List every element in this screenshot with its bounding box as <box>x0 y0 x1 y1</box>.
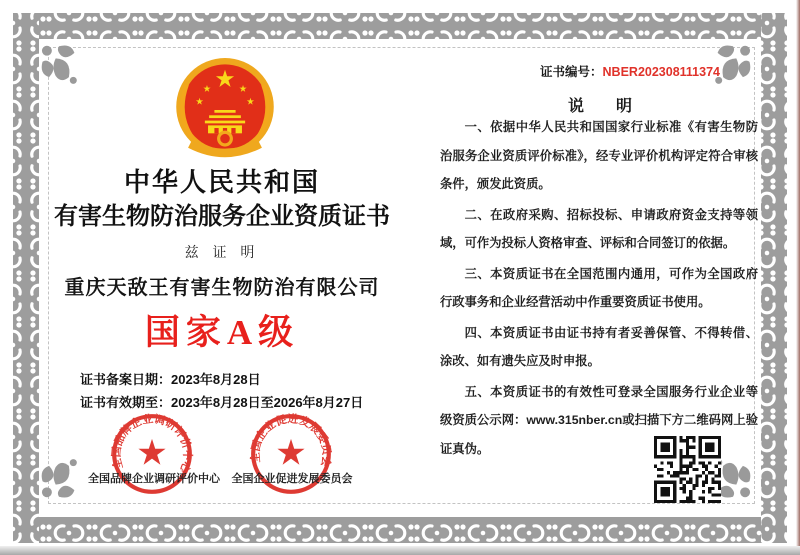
certify-label: 兹 证 明 <box>184 244 260 260</box>
country-title: 中华人民共和国 <box>123 167 320 197</box>
certificate-number-label: 证书编号： <box>540 65 603 79</box>
validity-value: 2023年8月28日至2026年8月27日 <box>171 394 364 410</box>
certificate-title: 有害生物防治服务企业资质证书 <box>54 203 390 230</box>
seal-caption: 全国企业促进发展委员会 <box>231 473 353 485</box>
validity-label: 证书有效期至： <box>80 394 172 410</box>
filing-date-line <box>80 369 363 392</box>
seal-ring-text: 全国企业促进发展委员会 <box>249 413 333 468</box>
star-icon <box>277 439 304 465</box>
china-national-emblem-icon <box>172 55 278 165</box>
date-block <box>80 369 363 414</box>
note-paragraph: 五、本资质证书的有效性可登录全国服务行业企业等级资质公示网：www.315nber.cn或扫描下方二维码网上验证真伪。 <box>440 384 758 456</box>
grade-badge: 国家A级 <box>144 313 300 352</box>
company-name: 重庆天敌王有害生物防治有限公司 <box>64 277 380 299</box>
certificate-number <box>540 62 720 80</box>
verification-qr-code <box>654 436 721 503</box>
certificate-number-value: NBER202308111374 <box>602 65 720 79</box>
note-paragraph: 一、依据中华人民共和国国家行业标准《有害生物防治服务企业资质评价标准》，经专业评价机构评定符合审核条件，颁发此资质。 <box>440 120 758 191</box>
corner-flourish-icon <box>37 43 81 87</box>
corner-flourish-icon <box>37 456 81 500</box>
note-paragraph: 二、在政府采购、招标投标、申请政府资金支持等领域，可作为投标人资格审查、评标和合同签订的依据。 <box>440 207 758 250</box>
filing-date-value: 2023年8月28日 <box>171 372 261 387</box>
star-icon <box>138 439 165 465</box>
filing-date-label: 证书备案日期： <box>80 372 172 387</box>
photo-edge-right <box>796 0 800 555</box>
note-paragraph: 三、本资质证书在全国范围内通用，可作为全国政府行政事务和企业经营活动中作重要资质证书使用。 <box>440 266 758 309</box>
seal-ring-text: 全国品牌企业调研评价中心 <box>110 413 194 475</box>
seal-caption: 全国品牌企业调研评价中心 <box>88 473 220 485</box>
note-paragraph: 四、本资质证书由证书持有者妥善保管、不得转借、涂改、如有遗失应及时申报。 <box>440 325 758 368</box>
photo-edge-bottom <box>0 546 800 555</box>
notes-body <box>440 113 758 465</box>
notes-title: 说 明 <box>567 98 632 115</box>
validity-line <box>80 392 363 415</box>
